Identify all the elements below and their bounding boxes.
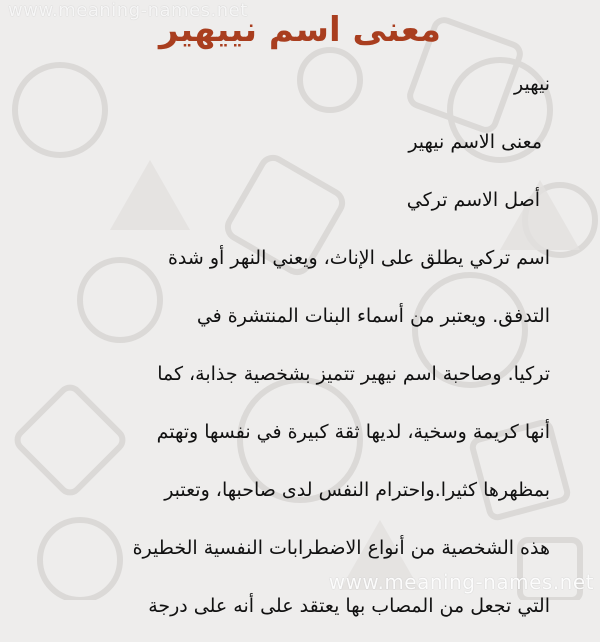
- description-line: التدفق. ويعتبر من أسماء البنات المنتشرة في: [196, 305, 550, 327]
- meaning-heading-line: معنى الاسم نيهير: [408, 131, 542, 153]
- content-body: [40, 62, 550, 642]
- watermark-top: www.meaning-names.net: [8, 0, 248, 21]
- description-line: هذه الشخصية من أنواع الاضطرابات النفسية الخطيرة: [132, 537, 550, 559]
- origin-line: أصل الاسم تركي: [406, 189, 540, 211]
- description-line: التي تجعل من المصاب بها يعتقد على أنه على درجة: [148, 595, 550, 617]
- description-line: أنها كريمة وسخية، لديها ثقة كبيرة في نفسها وتهتم: [156, 421, 550, 443]
- name-line: نيهير: [514, 73, 550, 95]
- description-line: اسم تركي يطلق على الإناث، ويعني النهر أو شدة: [167, 247, 550, 269]
- description-line: تركيا. وصاحبة اسم نيهير تتميز بشخصية جذابة، كما: [157, 363, 550, 385]
- description-line: بمظهرها كثيرا.واحترام النفس لدى صاحبها، وتعتبر: [164, 479, 550, 501]
- page-title: معنى اسم نييهير: [159, 10, 441, 50]
- watermark-bottom: www.meaning-names.net: [328, 570, 594, 594]
